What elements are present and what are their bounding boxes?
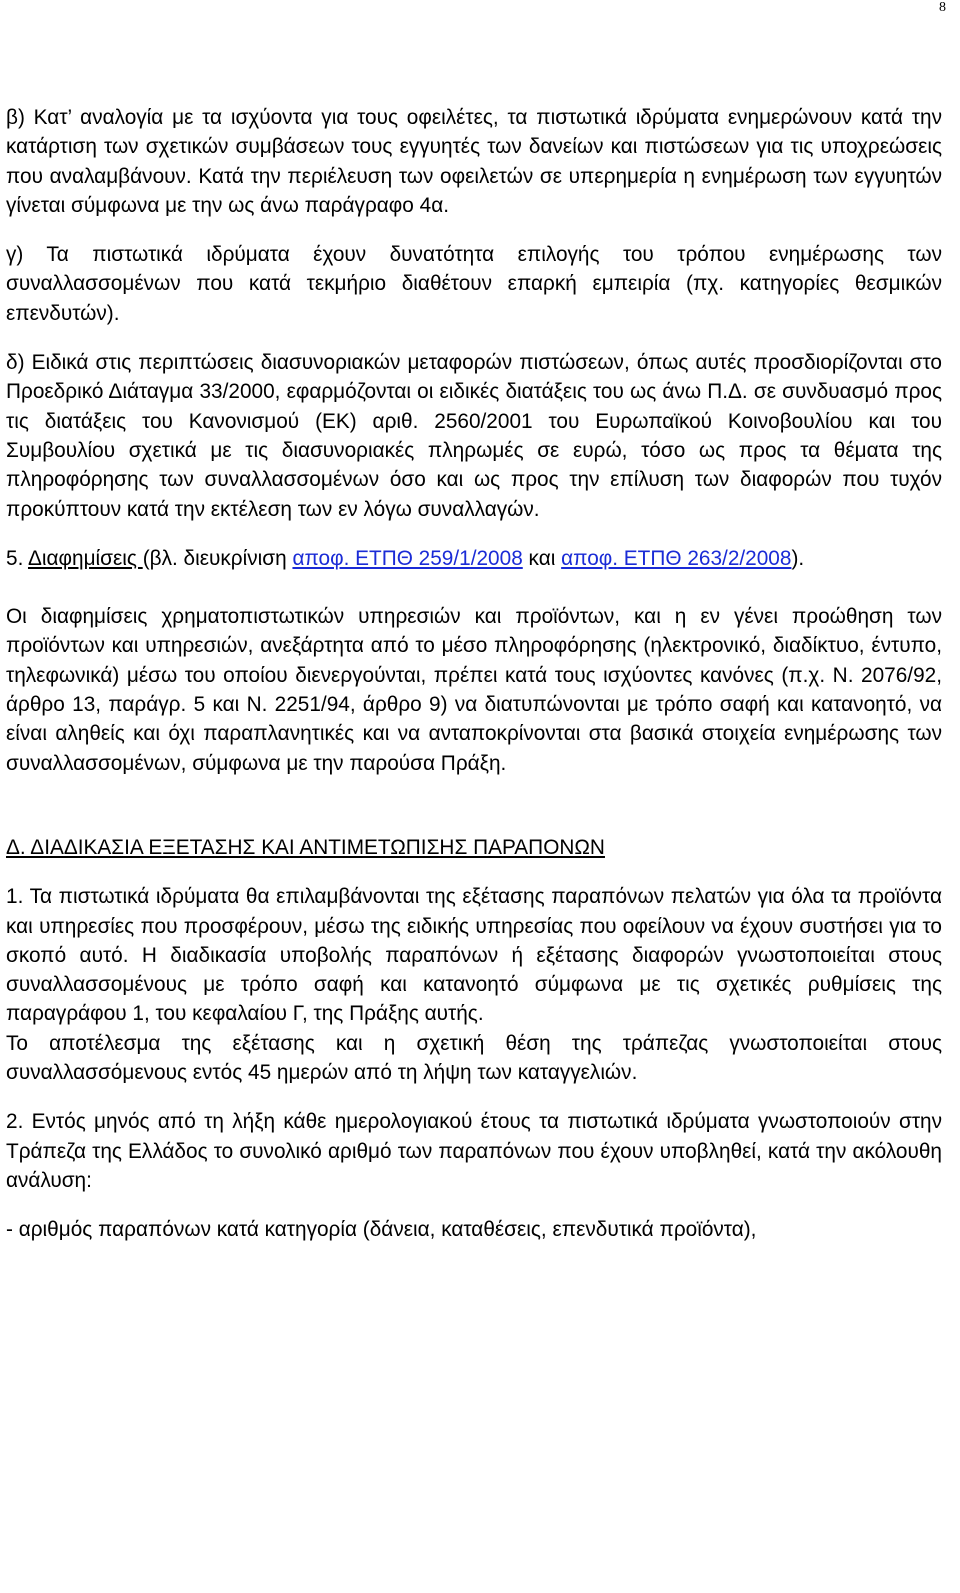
document-body <box>6 103 942 1245</box>
section-heading: Δ. ΔΙΑΔΙΚΑΣΙΑ ΕΞΕΤΑΣΗΣ ΚΑΙ ΑΝΤΙΜΕΤΩΠΙΣΗΣ ΠΑΡΑΠΟΝΩΝ <box>6 835 605 859</box>
paragraph-b: β) Κατ’ αναλογία με τα ισχύοντα για τους οφειλέτες, τα πιστωτικά ιδρύματα ενημερώνουν κατά την κατάρτιση των σχετικών συμβάσεων τους εγγυητές των δανείων και πιστώσεων για τις υποχρεώσεις που αναλαμβάνουν. Κατά την περιέλευση των οφειλετών σε υπερημερία η ενημέρωση των εγγυητών γίνεται σύμφωνα με την ως άνω παράγραφο 4α. <box>6 106 942 217</box>
paragraph-1: 1. Τα πιστωτικά ιδρύματα θα επιλαμβάνονται της εξέτασης παραπόνων πελατών για όλα τα προϊόντα και υπηρεσίες που προσφέρουν, μέσω της ειδικής υπηρεσίας που οφείλουν να έχουν συστήσει για το σκοπό αυτό. Η διαδικασία υποβολής παραπόνων ή εξέτασης διαφορών γνωστοποιείται στους συναλλασσομένους με τρόπο σαφή και κατανοητό σύμφωνα με τις σχετικές ρυθμίσεις της παραγράφου 1, του κεφαλαίου Γ, της Πράξης αυτής. <box>6 885 942 1026</box>
item-5-text-before: (βλ. διευκρίνιση <box>142 546 293 570</box>
item-5-text-after: ). <box>791 546 805 570</box>
paragraph-g: γ) Τα πιστωτικά ιδρύματα έχουν δυνατότητα επιλογής του τρόπου ενημέρωσης των συναλλασσομένων που κατά τεκμήριο διαθέτουν επαρκή εμπειρία (πχ. κατηγορίες θεσμικών επενδυτών). <box>6 243 942 325</box>
item-5-advertising <box>6 544 942 573</box>
paragraph-1-result: Το αποτέλεσμα της εξέτασης και η σχετική θέση της τράπεζας γνωστοποιείται στους συναλλασσόμενους εντός 45 ημερών από τη λήψη των καταγγελιών. <box>6 1031 942 1085</box>
item-5-text-between: και <box>522 546 562 570</box>
decision-link-263[interactable]: αποφ. ΕΤΠΘ 263/2/2008 <box>561 546 792 570</box>
paragraph-2: 2. Εντός μηνός από τη λήξη κάθε ημερολογιακού έτους τα πιστωτικά ιδρύματα γνωστοποιούν στην Τράπεζα της Ελλάδος το συνολικό αριθμό των παραπόνων που έχουν υποβληθεί, κατά την ακόλουθη ανάλυση: <box>6 1110 942 1192</box>
paragraph-d: δ) Ειδικά στις περιπτώσεις διασυνοριακών μεταφορών πιστώσεων, όπως αυτές προσδιορίζονται στο Προεδρικό Διάταγμα 33/2000, εφαρμόζονται οι ειδικές διατάξεις του ως άνω Π.Δ. σε συνδυασμό προς τις διατάξεις του Κανονισμού (ΕΚ) αριθ. 2560/2001 του Ευρωπαϊκού Κοινοβουλίου και του Συμβουλίου σχετικά με τις διασυνοριακές πληρωμές σε ευρώ, τόσο ως προς τα θέματα της πληροφόρησης των συναλλασσομένων όσο και ως προς την επίλυση των διαφορών που τυχόν προκύπτουν κατά την εκτέλεση των εν λόγω συναλλαγών. <box>6 351 942 521</box>
list-item: - αριθμός παραπόνων κατά κατηγορία (δάνεια, καταθέσεις, επενδυτικά προϊόντα), <box>6 1218 757 1242</box>
item-5-number: 5. <box>6 546 28 570</box>
decision-link-259[interactable]: αποφ. ΕΤΠΘ 259/1/2008 <box>292 546 523 570</box>
paragraph-advertising: Οι διαφημίσεις χρηματοπιστωτικών υπηρεσιών και προϊόντων, και η εν γένει προώθηση των προϊόντων και υπηρεσιών, ανεξάρτητα από το μέσο πληροφόρησης (ηλεκτρονικό, διαδίκτυο, έντυπο, τηλεφωνικά) μέσω του οποίου διενεργούνται, πρέπει κατά τους ισχύοντες κανόνες (π.χ. Ν. 2076/92, άρθρο 13, παράγρ. 5 και Ν. 2251/94, άρθρο 9) να διατυπώνονται με τρόπο σαφή και κατανοητό, να είναι αληθείς και όχι παραπλανητικές και να ανταποκρίνονται στα βασικά στοιχεία ενημέρωσης των συναλλασσομένων, σύμφωνα με την παρούσα Πράξη. <box>6 605 942 775</box>
page-number: 8 <box>939 0 946 15</box>
item-5-title: Διαφημίσεις <box>27 546 143 570</box>
